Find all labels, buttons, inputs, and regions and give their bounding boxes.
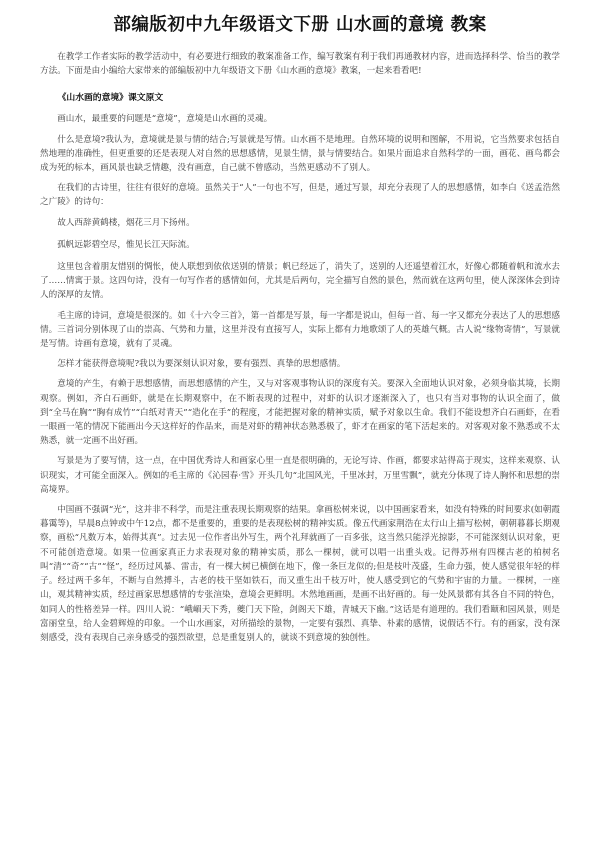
body-paragraph: 画山水，最重要的问题是“意境”，意境是山水画的灵魂。 — [57, 114, 273, 125]
poem-line: 孤帆远影碧空尽，惟见长江天际流。 — [57, 239, 195, 250]
body-paragraph: 什么是意境?我认为，意境就是景与情的结合;写景就是写情。山水画不是地理。自然环境的说明和图解，不用说，它当然要求包括自然地理的准确性，但更重要的还是表现人对自然的思想感情，见景生情，景与情要结合。如果片面追求自然科学的一面，画花、画鸟都会成为死的标本，画风景也缺乏情趣，没有画意，自己就不曾感动，当然更感动不了别人。 — [40, 134, 560, 174]
body-paragraph: 怎样才能获得意境呢?我以为要深刻认识对象，要有强烈、真挚的思想感情。 — [57, 359, 346, 370]
poem-line: 故人西辞黄鹤楼，烟花三月下扬州。 — [57, 217, 195, 228]
body-paragraph: 在我们的古诗里，往往有很好的意境。虽然关于“人”一句也不写，但是，通过写景，却充分表现了人的思想感情，如李白《送孟浩然之广陵》的诗句： — [40, 183, 560, 208]
body-paragraph: 毛主席的诗词，意境是很深的。如《十六令三首》，第一首都是写景，每一字都是说山，但每一首、每一字又都充分表达了人的思想感情。三首词分别体现了山的崇高、气势和力量，这里并没有直接写人，实际上都有力地歌颂了人的英雄气概。古人说“缘物寄情”，写景就是写情。诗画有意境，就有了灵魂。 — [40, 310, 560, 350]
body-paragraph: 这里包含着朋友惜别的惆怅，使人联想到依依送别的情景；帆已经远了，消失了，送别的人还遥望着江水，好像心都随着帆和流水去了……情寓于景。这四句诗，没有一句写作者的感情如何，尤其是后两句，完全描写自然的景色，然而就在这两句里，使人深深体会到诗人的深厚的友情。 — [40, 262, 560, 301]
body-paragraph: 中国画不强调“光”，这并非不科学，而是注重表现长期观察的结果。拿画松树来说，以中国画家看来，如没有特殊的时间要求(如朝霞暮霭等)，早晨8点钟或中午12点，都不是重要的，重要的是表现松树的精神实质。像五代画家荆浩在太行山上描写松树，朝朝暮暮长期观察，画松“凡数万本，始得其真”。过去见一位作者出外写生，两个礼拜就画了一百多张，这当然只能浮光掠影，不可能深刻认识对象，更不可能创造意境。如果一位画家真正力求表现对象的精神实质，那么一棵树，就可以唱一出重头戏。记得苏州有四棵古老的柏树名叫“清”“奇”“古”“怪”，经历过风暴、雷击，有一棵大树已横倒在地下，像一条巨龙似的;但是枝叶茂盛，生命力强，使人感觉很年轻的样子。经过两千多年，不断与自然搏斗，古老的枝干坚如铁石，而又重生出千枝万叶，使人感受到它的气势和宇宙的力量。一棵树，一座山，观其精神实质，经过画家思想感情的专张渲染，意境会更鲜明。木然地画画，是画不出好画的。每一处风景都有其各自不同的特色，如同人的性格差异一样。四川人说：“峨嵋天下秀，夔门天下险，剑阁天下雄，青城天下幽。”这话是有道理的。我们看颐和园风景，则是富丽堂皇，给人金碧辉煌的印象。一个山水画家，对所描绘的景物，一定要有强烈、真挚、朴素的感情，说假话不行。有的画家，没有深刻感受，没有表现自己亲身感受的强烈欲望，总是重复别人的，就谈不到意境的独创性。 — [40, 505, 560, 643]
body-paragraph: 意境的产生，有赖于思想感情，而思想感情的产生，又与对客观事物认识的深度有关。要深入全面地认识对象，必须身临其境，长期观察。例如，齐白石画虾，就是在长期观察中，在不断表现的过程中，对虾的认识才逐渐深入了，也只有当对事物的认识全面了，做到“全马在胸”“胸有成竹”“白纸对青天”“造化在手”的程度，才能把握对象的精神实质，赋予对象以生命。我们不能设想齐白石画虾，在看一眼画一笔的情况下能画出今天这样好的作品来，而是对虾的精神状态熟悉极了，虾才在画家的笔下活起来的。对客观对象不熟悉或不太熟悉，就一定画不出好画。 — [40, 379, 560, 447]
page-title: 部编版初中九年级语文下册 山水画的意境 教案 — [113, 15, 487, 35]
intro-paragraph: 在教学工作者实际的教学活动中，有必要进行细致的教案准备工作，编写教案有利于我们再通教材内容，进而选择科学、恰当的教学方法。下面是由小编给大家带来的部编版初中九年级语文下册《山水画的意境》教案，一起来看看吧! — [40, 52, 560, 77]
section-heading: 《山水画的意境》课文原文 — [57, 93, 164, 104]
body-paragraph: 写景是为了要写情，这一点，在中国优秀诗人和画家心里一直是很明确的，无论写诗、作画，都要求站得高于现实，这样来观察、认识现实，才可能全面深入。例如的毛主席的《沁园春·雪》开头几句“北国风光，千里冰封，万里雪飘”，就充分体现了诗人胸怀和思想的崇高境界。 — [40, 456, 560, 495]
